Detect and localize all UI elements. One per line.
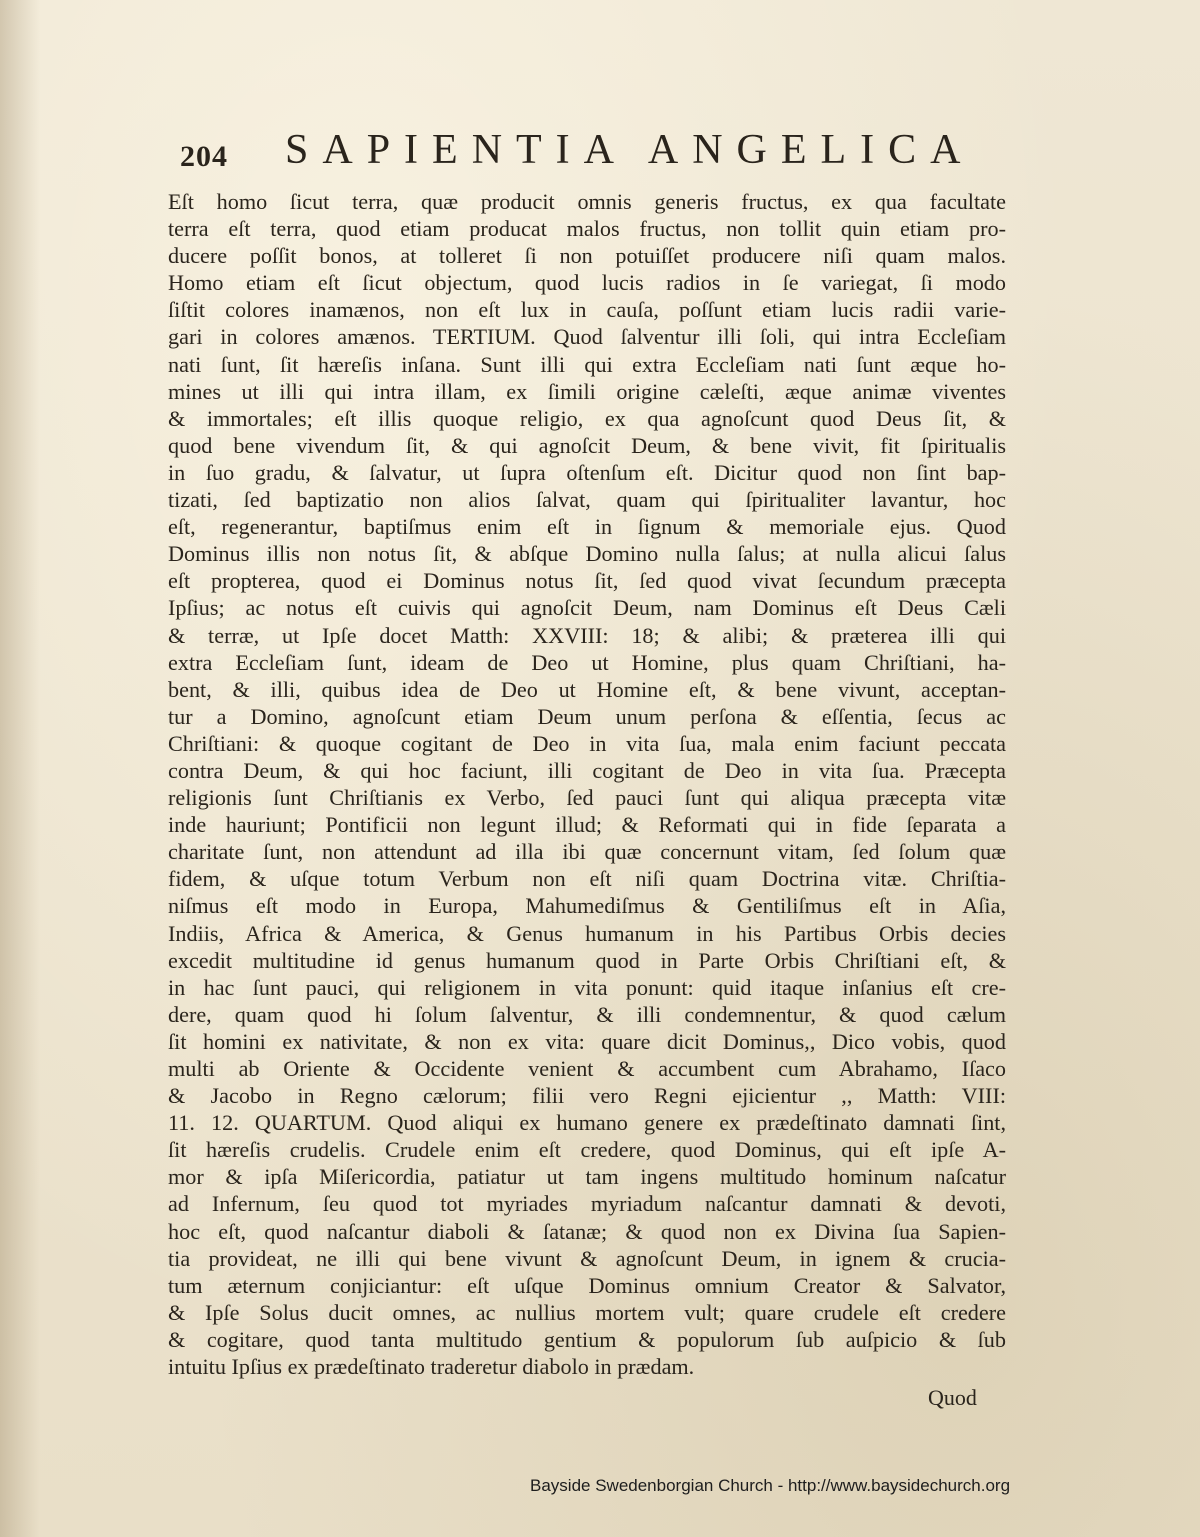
text-line: quod bene vivendum ſit, & qui agnoſcit Deum, & bene vivit, fit ſpiritualis bbox=[168, 432, 1006, 458]
text-line: eſt propterea, quod ei Dominus notus ſit, ſed quod vivat ſecundum præcepta bbox=[168, 568, 1006, 594]
page-number: 204 bbox=[180, 140, 228, 173]
text-line: mines ut illi qui intra illam, ex ſimili origine cæleſti, æque animæ viventes bbox=[168, 378, 1006, 404]
text-line: charitate ſunt, non attendunt ad illa ibi quæ concernunt vitam, ſed ſolum quæ bbox=[168, 839, 1006, 865]
text-line: tum æternum conjiciantur: eſt uſque Dominus omnium Creator & Salvator, bbox=[168, 1272, 1006, 1298]
text-line: tizati, ſed baptizatio non alios ſalvat, quam qui ſpiritualiter lavantur, hoc bbox=[168, 487, 1006, 513]
text-line: Eſt homo ſicut terra, quæ producit omnis generis fructus, ex qua facultate bbox=[168, 189, 1006, 214]
text-line: & cogitare, quod tanta multitudo gentium & populorum ſub auſpicio & ſub bbox=[168, 1326, 1006, 1352]
text-line: Chriſtiani: & quoque cogitant de Deo in vita ſua, mala enim faciunt peccata bbox=[168, 730, 1006, 756]
text-line: Indiis, Africa & America, & Genus humanum in his Partibus Orbis decies bbox=[168, 920, 1006, 946]
text-line: Ipſius; ac notus eſt cuivis qui agnoſcit Deum, nam Dominus eſt Deus Cæli bbox=[168, 595, 1006, 621]
text-line: in hac ſunt pauci, qui religionem in vita ponunt: quid itaque inſanius eſt cre- bbox=[168, 974, 1006, 1000]
footer-credit: Bayside Swedenborgian Church - http://www.baysidechurch.org bbox=[530, 1476, 1011, 1495]
text-line: niſmus eſt modo in Europa, Mahumediſmus & Gentiliſmus eſt in Aſia, bbox=[168, 893, 1006, 919]
text-line: mor & ipſa Miſericordia, patiatur ut tam ingens multitudo hominum naſcatur bbox=[168, 1164, 1006, 1190]
text-line: in ſuo gradu, & ſalvatur, ut ſupra oſtenſum eſt. Dicitur quod non ſint bap- bbox=[168, 459, 1006, 485]
running-head: SAPIENTIA ANGELICA bbox=[285, 127, 975, 173]
text-line: intuitu Ipſius ex prædeſtinato traderetur diabolo in prædam. bbox=[168, 1354, 695, 1380]
text-line: excedit multitudine id genus humanum quod in Parte Orbis Chriſtiani eſt, & bbox=[168, 947, 1006, 973]
text-line: & immortales; eſt illis quoque religio, ex qua agnoſcunt quod Deus ſit, & bbox=[168, 405, 1006, 431]
text-line: fidem, & uſque totum Verbum non eſt niſi quam Doctrina vitæ. Chriſtia- bbox=[168, 866, 1006, 892]
text-line: Dominus illis non notus ſit, & abſque Domino nulla ſalus; at nulla alicui ſalus bbox=[168, 541, 1006, 567]
text-line: & Jacobo in Regno cælorum; filii vero Regni ejicientur ,, Matth: VIII: bbox=[168, 1083, 1006, 1109]
text-line: eſt, regenerantur, baptiſmus enim eſt in ſignum & memoriale ejus. Quod bbox=[168, 514, 1006, 540]
catchword: Quod bbox=[928, 1385, 977, 1410]
text-line: ad Infernum, ſeu quod tot myriades myriadum naſcantur damnati & devoti, bbox=[168, 1191, 1006, 1217]
text-line: Homo etiam eſt ſicut objectum, quod lucis radios in ſe variegat, ſi modo bbox=[168, 270, 1006, 296]
text-line: tia provideat, ne illi qui bene vivunt & agnoſcunt Deum, in ignem & crucia- bbox=[168, 1245, 1006, 1271]
text-line: terra eſt terra, quod etiam producat malos fructus, non tollit quin etiam pro- bbox=[168, 216, 1006, 242]
body-text bbox=[168, 188, 1006, 1380]
text-line: gari in colores amænos. TERTIUM. Quod ſalventur illi ſoli, qui intra Eccleſiam bbox=[168, 324, 1006, 350]
text-line: ſit homini ex nativitate, & non ex vita: quare dicit Dominus,, Dico vobis, quod bbox=[168, 1028, 1006, 1054]
text-line: & Ipſe Solus ducit omnes, ac nullius mortem vult; quare crudele eſt credere bbox=[168, 1299, 1006, 1325]
text-line: multi ab Oriente & Occidente venient & accumbent cum Abrahamo, Iſaco bbox=[168, 1056, 1006, 1081]
text-line: bent, & illi, quibus idea de Deo ut Homine eſt, & bene vivunt, acceptan- bbox=[168, 676, 1006, 702]
text-line: nati ſunt, ſit hæreſis inſana. Sunt illi qui extra Eccleſiam nati ſunt æque ho- bbox=[168, 351, 1006, 377]
text-line: ſit hæreſis crudelis. Crudele enim eſt credere, quod Dominus, qui eſt ipſe A- bbox=[168, 1137, 1006, 1163]
text-line: inde hauriunt; Pontificii non legunt illud; & Reformati qui in fide ſeparata a bbox=[168, 812, 1006, 838]
text-line: 11. 12. QUARTUM. Quod aliqui ex humano genere ex prædeſtinato damnati ſint, bbox=[168, 1110, 1006, 1136]
text-line: ducere poſſit bonos, at tolleret ſi non potuiſſet producere niſi quam malos. bbox=[168, 243, 1006, 269]
text-line: & terræ, ut Ipſe docet Matth: XXVIII: 18; & alibi; & præterea illi qui bbox=[168, 622, 1006, 648]
text-line: ſiſtit colores inamænos, non eſt lux in cauſa, poſſunt etiam lucis radii varie- bbox=[168, 297, 1006, 323]
text-line: hoc eſt, quod naſcantur diaboli & ſatanæ; & quod non ex Divina ſua Sapien- bbox=[168, 1218, 1006, 1244]
text-line: dere, quam quod hi ſolum ſalventur, & illi condemnentur, & quod cælum bbox=[168, 1001, 1006, 1027]
text-line: extra Eccleſiam ſunt, ideam de Deo ut Homine, plus quam Chriſtiani, ha- bbox=[168, 649, 1006, 675]
text-line: religionis ſunt Chriſtianis ex Verbo, ſed pauci ſunt qui aliqua præcepta vitæ bbox=[168, 785, 1006, 811]
page-edge-shadow bbox=[0, 0, 40, 1537]
text-line: tur a Domino, agnoſcunt etiam Deum unum perſona & eſſentia, ſecus ac bbox=[168, 703, 1006, 729]
text-line: contra Deum, & qui hoc faciunt, illi cogitant de Deo in vita ſua. Præcepta bbox=[168, 757, 1006, 783]
